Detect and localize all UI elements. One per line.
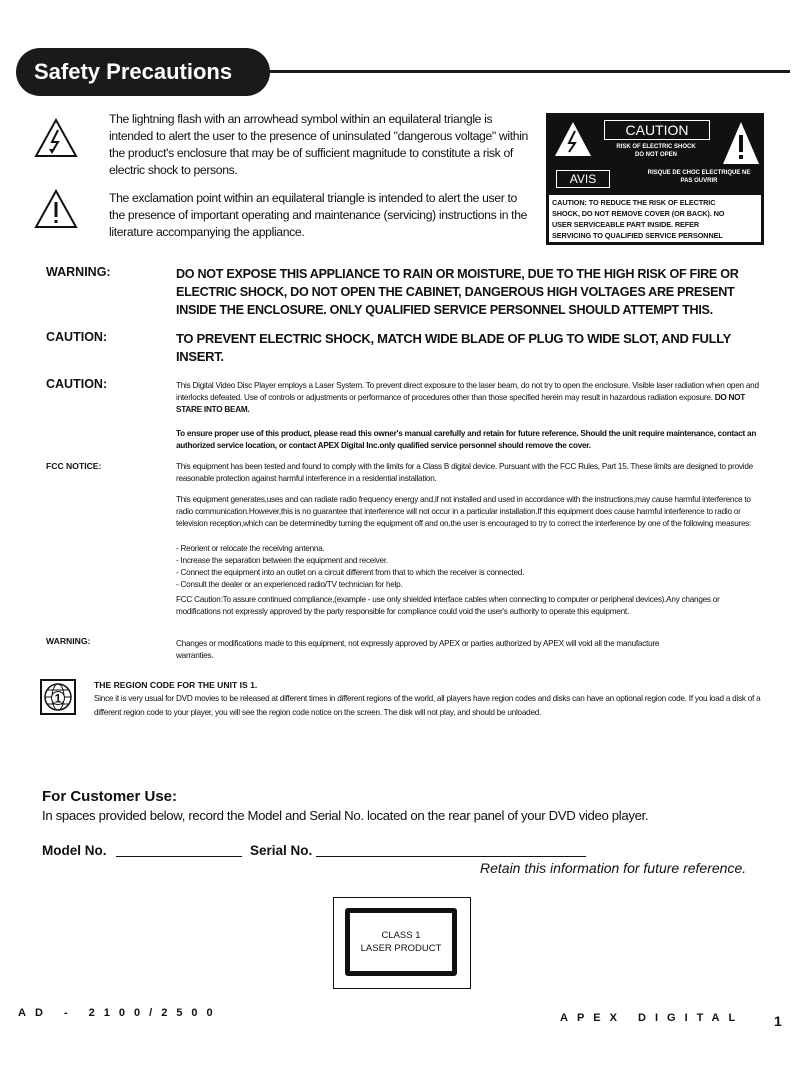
caution-instructions: CAUTION: TO REDUCE THE RISK OF ELECTRIC SHOCK, DO NOT REMOVE COVER (OR BACK). NO USER SERVICEABLE PART INSIDE. REFER SERVICING TO QUALIFIED SERVICE PERSONNEL xyxy=(549,195,761,242)
fcc-measures xyxy=(176,543,766,591)
caution-subtext: RISK OF ELECTRIC SHOCK DO NOT OPEN xyxy=(616,144,696,158)
lightning-description: The lightning flash with an arrowhead symbol within an equilateral triangle is intended to alert the user to the presence of uninsulated "dangerous voltage" within the product's enclosure that may be of sufficient magnitude to constitute a risk of electric shock to persons. xyxy=(109,112,528,177)
footer-model: AD - 2100/2500 xyxy=(18,1007,222,1019)
laser-product-label: CLASS 1 LASER PRODUCT xyxy=(345,908,457,976)
caution-label: CAUTION: xyxy=(46,330,108,344)
owner-manual-notice: To ensure proper use of this product, please read this owner's manual carefully and retain for future reference. Should the unit require maintenance, contact an authorized service location, or contact APEX Digital Inc.only qualified service personnel should remove the cover. xyxy=(176,429,757,450)
fcc-paragraph-2: This equipment generates,uses and can radiate radio frequency energy and,if not installed and used in accordance with the instructions,may cause harmful interference to radio communication.However,this is no guarantee that interference will not occur in a particular installation.If this equipment does cause harmful interference to radio or television reception,which can be determinedby turning the equipment off and on,the user is encouraged to try to correct the interference by one of the following measures: xyxy=(176,495,752,528)
caution-laser-label: CAUTION: xyxy=(46,377,108,391)
laser-caution-text: This Digital Video Disc Player employs a Laser System. To prevent direct exposure to the laser beam, do not try to open the enclosure. Visible laser radiation when open and interlocks defeated. Use of controls or adjustments or performance of procedures other than those specified herein may result in hazardous radiation exposure. DO NOT STARE INTO BEAM. xyxy=(176,381,759,414)
lightning-warning-icon xyxy=(34,118,78,158)
page-title: Safety Precautions xyxy=(16,48,270,96)
avis-heading: AVIS xyxy=(556,170,610,188)
lightning-icon xyxy=(554,121,592,157)
list-item: - Increase the separation between the equipment and receiver. xyxy=(176,556,388,565)
serial-number-field[interactable] xyxy=(316,856,586,857)
region-globe-icon xyxy=(40,679,76,715)
caution-text: TO PREVENT ELECTRIC SHOCK, MATCH WIDE BLADE OF PLUG TO WIDE SLOT, AND FULLY INSERT. xyxy=(176,331,731,364)
exclamation-warning-icon xyxy=(34,189,78,229)
model-number-field[interactable] xyxy=(116,856,242,857)
caution-label-box xyxy=(546,113,764,245)
customer-use-instructions: In spaces provided below, record the Model and Serial No. located on the rear panel of your DVD video player. xyxy=(42,808,649,823)
warning-label: WARNING: xyxy=(46,265,111,279)
list-item: - Connect the equipment into an outlet on a circuit different from that to which the receiver is connected. xyxy=(176,568,525,577)
fcc-caution: FCC Caution:To assure continued compliance,(example - use only shielded interface cables when connecting to computer or peripheral devices).Any changes or modifications not expressly approved by the party responsible for compliance could void the user's authority to operate this equipment. xyxy=(176,595,720,616)
region-number: 1 xyxy=(54,691,62,706)
exclamation-icon xyxy=(722,121,760,165)
exclamation-description: The exclamation point within an equilateral triangle is intended to alert the user to the presence of important operating and maintenance (servicing) instructions in the literature accompanying the appliance. xyxy=(109,191,528,239)
caution-heading: CAUTION xyxy=(604,120,710,140)
model-number-label: Model No. xyxy=(42,843,107,858)
title-rule xyxy=(262,70,790,73)
avis-subtext: RISQUE DE CHOC ELECTRIQUE NE PAS OUVRIR xyxy=(647,170,751,184)
list-item: - Reorient or relocate the receiving antenna. xyxy=(176,544,325,553)
region-heading: THE REGION CODE FOR THE UNIT IS 1. xyxy=(94,680,258,690)
warning-modifications-label: WARNING: xyxy=(46,636,91,646)
warning-modifications-text: Changes or modifications made to this equipment, not expressly approved by APEX or parties authorized by APEX will void all the manufacture warranties. xyxy=(176,639,660,660)
customer-use-heading: For Customer Use: xyxy=(42,788,178,805)
list-item: - Consult the dealer or an experienced radio/TV technician for help. xyxy=(176,580,403,589)
retain-notice: Retain this information for future reference. xyxy=(480,860,747,876)
fcc-label: FCC NOTICE: xyxy=(46,461,102,471)
region-text: Since it is very usual for DVD movies to be released at different times in different regions of the world, all players have region codes and disks can have an optional region code. If you load a disk of a different region code to your player, you will see the region code notice on the screen. The disk will not play, and should be unloaded. xyxy=(94,694,761,717)
page-number: 1 xyxy=(774,1013,782,1029)
fcc-paragraph-1: This equipment has been tested and found to comply with the limits for a Class B digital device. Pursuant with the FCC Rules, Part 15. These limits are designed to provide reasonable protection against harmful interference in a residential installation. xyxy=(176,462,753,483)
warning-text: DO NOT EXPOSE THIS APPLIANCE TO RAIN OR MOISTURE, DUE TO THE HIGH RISK OF FIRE OR ELECTRIC SHOCK, DO NOT OPEN THE CABINET, DANGEROUS HIGH VOLTAGES ARE PRESENT INSIDE THE ENCLOSURE. ONLY QUALIFIED SERVICE PERSONNEL SHOULD ATTEMPT THIS. xyxy=(176,267,739,317)
footer-brand: APEX DIGITAL xyxy=(560,1012,745,1024)
serial-number-label: Serial No. xyxy=(250,843,313,858)
